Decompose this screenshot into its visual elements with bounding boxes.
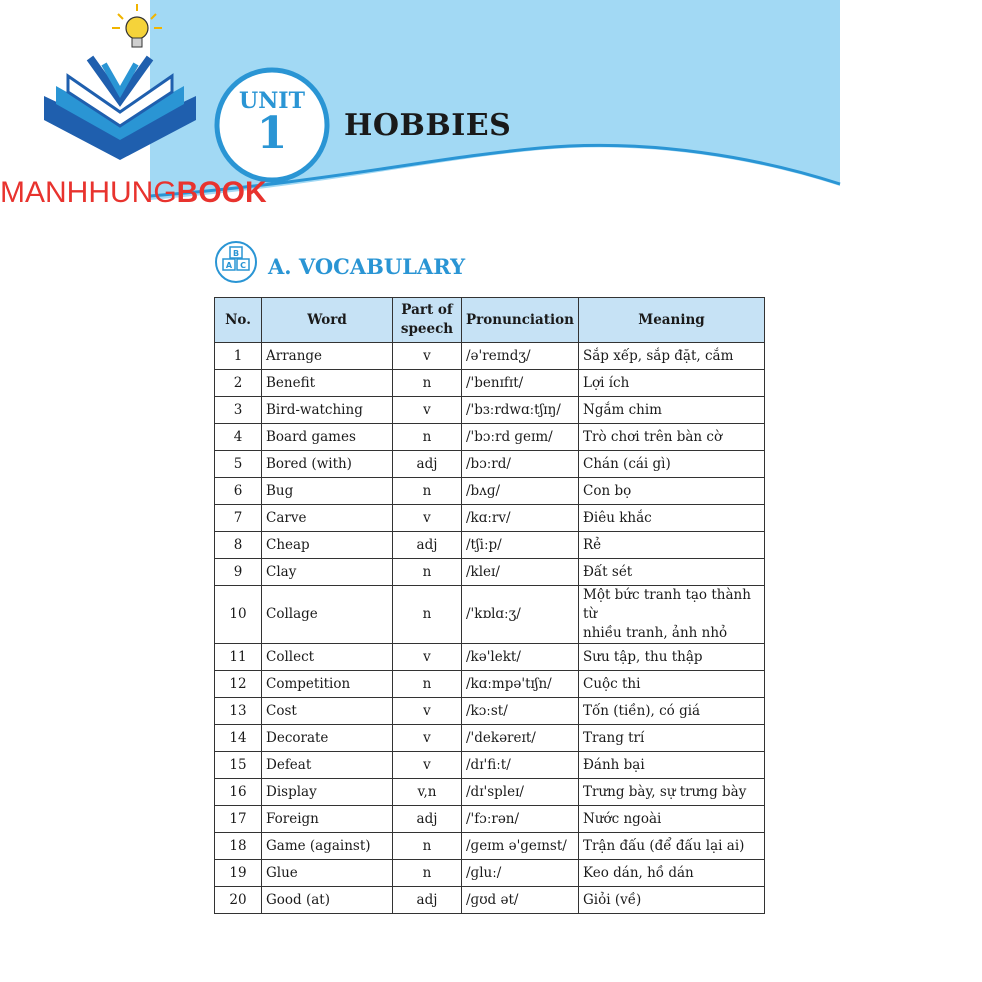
cell-no: 3 [215,397,262,424]
cell-word: Board games [262,424,393,451]
cell-pos: n [393,586,462,644]
cell-pos: n [393,833,462,860]
header-pos-line2: speech [400,321,454,337]
cell-meaning: Điêu khắc [579,505,765,532]
cell-pronunciation: /ɡluː/ [462,860,579,887]
cell-meaning: Trang trí [579,725,765,752]
cell-pronunciation: /'bɜːrdwɑːtʃɪŋ/ [462,397,579,424]
cell-meaning [579,586,765,644]
cell-pronunciation: /ɡʊd ət/ [462,887,579,914]
cell-pos: adj [393,887,462,914]
cell-meaning-line1: Một bức tranh tạo thành từ [583,587,751,622]
cell-meaning: Ngắm chim [579,397,765,424]
block-letter-b: B [232,249,240,258]
cell-pronunciation: /kɑːrv/ [462,505,579,532]
cell-pos: n [393,424,462,451]
cell-pos: v,n [393,779,462,806]
cell-word: Defeat [262,752,393,779]
cell-meaning: Chán (cái gì) [579,451,765,478]
table-row [215,860,765,887]
cell-meaning-line2: nhiều tranh, ảnh nhỏ [583,625,728,641]
vocabulary-table [214,297,765,914]
unit-badge-text [232,88,312,159]
cell-pronunciation: /kə'lekt/ [462,644,579,671]
cell-meaning: Lợi ích [579,370,765,397]
header-pos-line1: Part of [401,302,453,318]
header-word: Word [262,298,393,343]
unit-label: UNIT [239,88,305,114]
cell-no: 12 [215,671,262,698]
cell-word: Bored (with) [262,451,393,478]
cell-meaning: Sắp xếp, sắp đặt, cắm [579,343,765,370]
cell-no: 10 [215,586,262,644]
cell-pos: n [393,478,462,505]
cell-pronunciation: /'fɔːrən/ [462,806,579,833]
cell-meaning: Trưng bày, sự trưng bày [579,779,765,806]
table-header-row [215,298,765,343]
abc-blocks-icon [214,240,258,284]
publisher-watermark [0,176,267,210]
table-row [215,644,765,671]
cell-word: Competition [262,671,393,698]
section-title: A. VOCABULARY [268,254,466,279]
cell-word: Bird-watching [262,397,393,424]
cell-meaning: Tốn (tiền), có giá [579,698,765,725]
cell-no: 7 [215,505,262,532]
cell-no: 20 [215,887,262,914]
cell-pronunciation: /'benɪfɪt/ [462,370,579,397]
cell-pronunciation: /'dekəreɪt/ [462,725,579,752]
header-part-of-speech [393,298,462,343]
table-row [215,343,765,370]
cell-pronunciation: /kɑːmpə'tɪʃn/ [462,671,579,698]
table-row [215,779,765,806]
table-row [215,725,765,752]
publisher-name-part2: BOOK [176,176,267,209]
table-row [215,752,765,779]
table-row [215,370,765,397]
cell-meaning: Cuộc thi [579,671,765,698]
cell-pos: v [393,644,462,671]
cell-meaning: Trò chơi trên bàn cờ [579,424,765,451]
cell-no: 16 [215,779,262,806]
cell-pos: adj [393,806,462,833]
table-row [215,424,765,451]
header-no: No. [215,298,262,343]
cell-meaning: Đất sét [579,559,765,586]
cell-no: 17 [215,806,262,833]
cell-word: Benefit [262,370,393,397]
cell-no: 19 [215,860,262,887]
cell-word: Game (against) [262,833,393,860]
table-row [215,698,765,725]
publisher-name-part1: MANHHUNG [0,176,177,209]
cell-no: 2 [215,370,262,397]
cell-meaning: Trận đấu (để đấu lại ai) [579,833,765,860]
cell-word: Collect [262,644,393,671]
cell-pos: v [393,698,462,725]
header-pronunciation: Pronunciation [462,298,579,343]
cell-meaning: Đánh bại [579,752,765,779]
unit-number: 1 [256,108,288,159]
cell-word: Cheap [262,532,393,559]
cell-pos: n [393,671,462,698]
cell-no: 1 [215,343,262,370]
table-row [215,586,765,644]
cell-word: Good (at) [262,887,393,914]
cell-word: Collage [262,586,393,644]
cell-pronunciation: /kleɪ/ [462,559,579,586]
cell-pronunciation: /dɪ'spleɪ/ [462,779,579,806]
cell-pos: n [393,559,462,586]
cell-pronunciation: /tʃiːp/ [462,532,579,559]
table-row [215,806,765,833]
cell-word: Cost [262,698,393,725]
cell-word: Clay [262,559,393,586]
cell-word: Foreign [262,806,393,833]
cell-pos: v [393,505,462,532]
unit-title: HOBBIES [344,108,512,143]
cell-pos: n [393,860,462,887]
cell-word: Arrange [262,343,393,370]
table-row [215,671,765,698]
cell-pos: n [393,370,462,397]
cell-no: 11 [215,644,262,671]
cell-no: 9 [215,559,262,586]
cell-pronunciation: /bʌɡ/ [462,478,579,505]
cell-pos: v [393,725,462,752]
cell-no: 15 [215,752,262,779]
cell-no: 14 [215,725,262,752]
cell-word: Display [262,779,393,806]
cell-meaning: Con bọ [579,478,765,505]
cell-word: Carve [262,505,393,532]
cell-pronunciation: /ɡeɪm ə'geɪnst/ [462,833,579,860]
cell-pos: adj [393,451,462,478]
table-row [215,559,765,586]
cell-pronunciation: /'bɔːrd ɡeɪm/ [462,424,579,451]
cell-meaning: Nước ngoài [579,806,765,833]
cell-no: 18 [215,833,262,860]
cell-pronunciation: /'kɒlɑːʒ/ [462,586,579,644]
table-row [215,887,765,914]
cell-pos: v [393,343,462,370]
cell-pronunciation: /ə'reɪndʒ/ [462,343,579,370]
cell-pos: v [393,397,462,424]
cell-word: Glue [262,860,393,887]
table-row [215,833,765,860]
cell-meaning: Keo dán, hồ dán [579,860,765,887]
cell-pos: v [393,752,462,779]
table-row [215,451,765,478]
cell-no: 5 [215,451,262,478]
cell-pos: adj [393,532,462,559]
block-letter-c: C [240,261,246,270]
cell-no: 6 [215,478,262,505]
cell-word: Bug [262,478,393,505]
table-row [215,478,765,505]
cell-meaning: Rẻ [579,532,765,559]
cell-meaning: Giỏi (về) [579,887,765,914]
table-row [215,397,765,424]
cell-no: 13 [215,698,262,725]
block-letter-a: A [225,261,233,270]
table-row [215,532,765,559]
cell-no: 4 [215,424,262,451]
cell-word: Decorate [262,725,393,752]
cell-pronunciation: /kɔːst/ [462,698,579,725]
header-meaning: Meaning [579,298,765,343]
cell-pronunciation: /dɪ'fiːt/ [462,752,579,779]
cell-meaning: Sưu tập, thu thập [579,644,765,671]
cell-pronunciation: /bɔːrd/ [462,451,579,478]
cell-no: 8 [215,532,262,559]
table-row [215,505,765,532]
